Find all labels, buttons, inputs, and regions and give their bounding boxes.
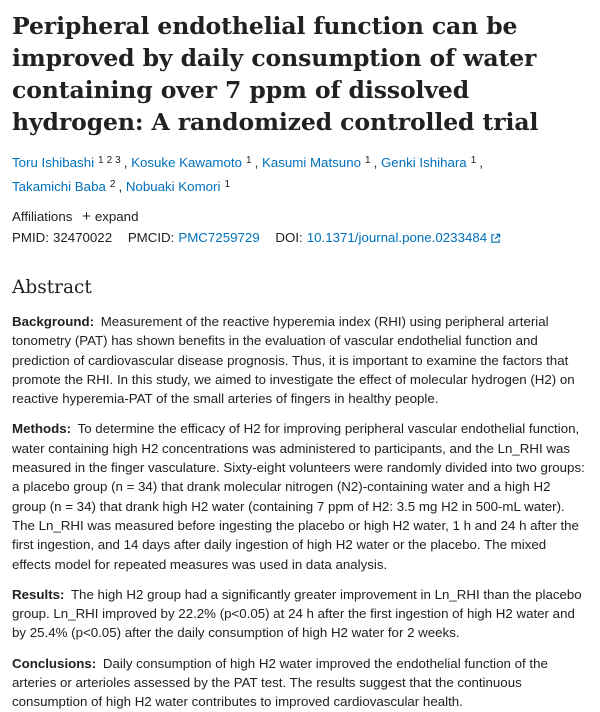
author-affiliation-refs[interactable]: 1: [246, 155, 252, 166]
section-text: The high H2 group had a significantly greater improvement in Ln_RHI than the placebo group. Ln_RHI improved by 22.2% (p<0.05) at 24 h after the first ingestion of high H2 water and by 25.4% (p<0.05) after the daily consumption of high H2 water for 2 weeks.: [12, 586, 582, 641]
section-text: To determine the efficacy of H2 for improving peripheral vascular endothelial function, water containing high H2 concentrations was administered to participants, and the Ln_RHI was measured in the finger vasculature. Sixty-eight volunteers were randomly divided into two groups: a placebo group (n = 34) that drank molecular nitrogen (N2)-containing water and a high H2 group (n = 34) that drank high H2 water (containing 7 ppm of H2: 3.5 mg H2 in 500-mL water). The Ln_RHI was measured before ingesting the placebo or high H2 water, 1 h and 24 h after the first ingestion, and 14 days after daily ingestion of high H2 water or the placebo. The mixed effects model for repeated measures was used in data analysis.: [12, 421, 585, 572]
pmid-value: 32470022: [52, 230, 113, 245]
author-affiliation-refs[interactable]: 1: [470, 155, 477, 166]
section-text: Measurement of the reactive hyperemia index (RHI) using peripheral arterial tonometry (PAT) has shown benefits in the evaluation of vascular endothelial function and prediction of cardiovascular disease prognosis. Thus, it is important to examine the factors that promote the RHI. In this study, we aimed to investigate the effect of molecular hydrogen (H2) on reactive hyperemia-PAT of the small arteries of fingers in healthy people.: [12, 314, 575, 407]
author-link[interactable]: Kasumi Matsuno: [261, 155, 361, 170]
section-label: Conclusions:: [12, 655, 97, 671]
author-affiliation-refs[interactable]: 1 2 3: [98, 155, 121, 166]
author-affiliation-refs[interactable]: 1: [365, 155, 371, 166]
affiliations-expand-button[interactable]: [82, 209, 138, 224]
abstract-heading: Abstract: [12, 277, 92, 298]
section-label: Methods:: [12, 421, 72, 437]
section-label: Background:: [12, 314, 95, 329]
abstract-conclusions: [12, 654, 588, 712]
plus-icon: +: [82, 208, 91, 225]
doi-label: DOI:: [275, 230, 303, 245]
author-link[interactable]: Toru Ishibashi: [12, 155, 95, 170]
doi-link[interactable]: [307, 230, 501, 245]
pmid-label: PMID:: [12, 230, 49, 245]
pmcid-label: PMCID:: [127, 230, 175, 245]
author-link[interactable]: Nobuaki Komori: [125, 179, 221, 194]
article-title: Peripheral endothelial function can be improved by daily consumption of water containing over 7 ppm of dissolved hydrogen: A randomized controlled trial: [12, 12, 539, 136]
author-link[interactable]: Takamichi Baba: [12, 179, 106, 194]
abstract-results: [12, 585, 588, 643]
affiliations-label: Affiliations: [12, 209, 73, 224]
expand-label: expand: [94, 209, 139, 224]
author-link[interactable]: Kosuke Kawamoto: [131, 155, 242, 170]
abstract-body: [12, 312, 588, 712]
section-text: Daily consumption of high H2 water improved the endothelial function of the arteries or arterioles assessed by the PAT test. The results suggest that the continuous consumption of high H2 water contributes to improved cardiovascular health.: [12, 655, 548, 710]
identifiers-row: [12, 228, 588, 250]
pmcid-link[interactable]: PMC7259729: [178, 230, 260, 245]
external-link-icon: [490, 230, 501, 250]
author-link[interactable]: Genki Ishihara: [380, 155, 467, 170]
abstract-background: [12, 312, 588, 408]
author-affiliation-refs[interactable]: 2: [109, 179, 116, 190]
author-affiliation-refs[interactable]: 1: [224, 179, 230, 190]
affiliations-row: [12, 207, 588, 227]
abstract-methods: [12, 419, 588, 573]
author-list: Toru Ishibashi $^{1 2 3}$ , Kosuke Kawamoto $^1$ , Kasumi Matsuno $^1$ , Genki Ishihara $^1$ , Takamichi Baba $^2$ , Nobuaki Komori $^1$: [12, 155, 483, 194]
doi-value: 10.1371/journal.pone.0233484: [306, 230, 488, 245]
section-label: Results:: [12, 586, 65, 602]
